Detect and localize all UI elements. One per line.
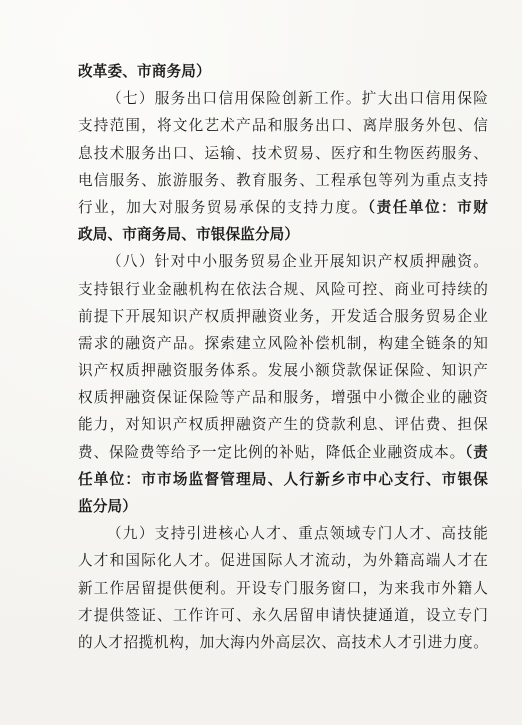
text-line — [78, 602, 488, 629]
text-line — [78, 575, 488, 602]
text-line — [78, 357, 488, 384]
text-segment: 前提下开展知识产权质押融资业务，开发适合服务贸易企业 — [78, 307, 488, 325]
text-segment: 需求的融资产品。探索建立风险补偿机制，构建全链条的知 — [78, 334, 488, 352]
bold-text-segment: （责 — [465, 443, 488, 461]
text-line — [78, 85, 488, 112]
text-segment: 行业，加大对服务贸易承保的支持力度。 — [78, 198, 368, 216]
text-line — [78, 140, 488, 167]
text-segment: 新工作居留提供便利。开设专门服务窗口，为来我市外籍人 — [78, 579, 488, 597]
text-line — [78, 439, 488, 466]
text-segment: 支持银行业金融机构在依法合规、风险可控、商业可持续的 — [78, 280, 488, 298]
text-line — [78, 629, 488, 656]
text-segment: （九）支持引进核心人才、重点领域专门人才、高技能 — [107, 525, 488, 543]
bold-text-segment: 监分局） — [78, 498, 137, 515]
text-line — [78, 58, 488, 85]
text-line — [78, 547, 488, 574]
text-line — [78, 276, 488, 303]
text-segment: （八）针对中小服务贸易企业开展知识产权质押融资。 — [107, 253, 488, 271]
text-segment: 电信服务、旅游服务、教育服务、工程承包等列为重点支持 — [78, 171, 488, 189]
bold-text-segment: 改革委、市商务局） — [78, 63, 211, 80]
text-segment: 支持范围，将文化艺术产品和服务出口、离岸服务外包、信 — [78, 117, 488, 135]
text-segment: 息技术服务出口、运输、技术贸易、医疗和生物医药服务、 — [78, 144, 488, 162]
text-line — [78, 112, 488, 139]
text-line — [78, 493, 488, 520]
text-line — [78, 520, 488, 547]
text-segment: 能力，对知识产权质押融资产生的贷款利息、评估费、担保 — [78, 416, 488, 434]
bold-text-segment: （责任单位：市财 — [367, 198, 489, 216]
document-body — [78, 58, 488, 656]
text-line — [78, 194, 488, 221]
bold-text-segment: 政局、市商务局、市银保监分局） — [78, 226, 300, 244]
text-segment: 权质押融资保证保险等产品和服务，增强中小微企业的融资 — [78, 389, 488, 407]
text-line — [78, 221, 488, 248]
bold-text-segment: 任单位：市市场监督管理局、人行新乡市中心支行、市银保 — [78, 470, 488, 488]
text-line — [78, 330, 488, 357]
text-line — [78, 384, 488, 411]
text-line — [78, 303, 488, 330]
text-line — [78, 411, 488, 438]
text-segment: 才提供签证、工作许可、永久居留申请快捷通道，设立专门 — [78, 606, 488, 624]
text-segment: 的人才招揽机构，加大海内外高层次、高技术人才引进力度。 — [78, 633, 488, 651]
text-segment: 识产权质押融资服务体系。发展小额贷款保证保险、知识产 — [78, 362, 488, 380]
text-line — [78, 248, 488, 275]
text-segment: 人才和国际化人才。促进国际人才流动，为外籍高端人才在 — [78, 552, 488, 570]
text-segment: （七）服务出口信用保险创新工作。扩大出口信用保险 — [107, 90, 488, 108]
text-segment: 费、保险费等给予一定比例的补贴，降低企业融资成本。 — [78, 443, 466, 461]
text-line — [78, 466, 488, 493]
text-line — [78, 167, 488, 194]
